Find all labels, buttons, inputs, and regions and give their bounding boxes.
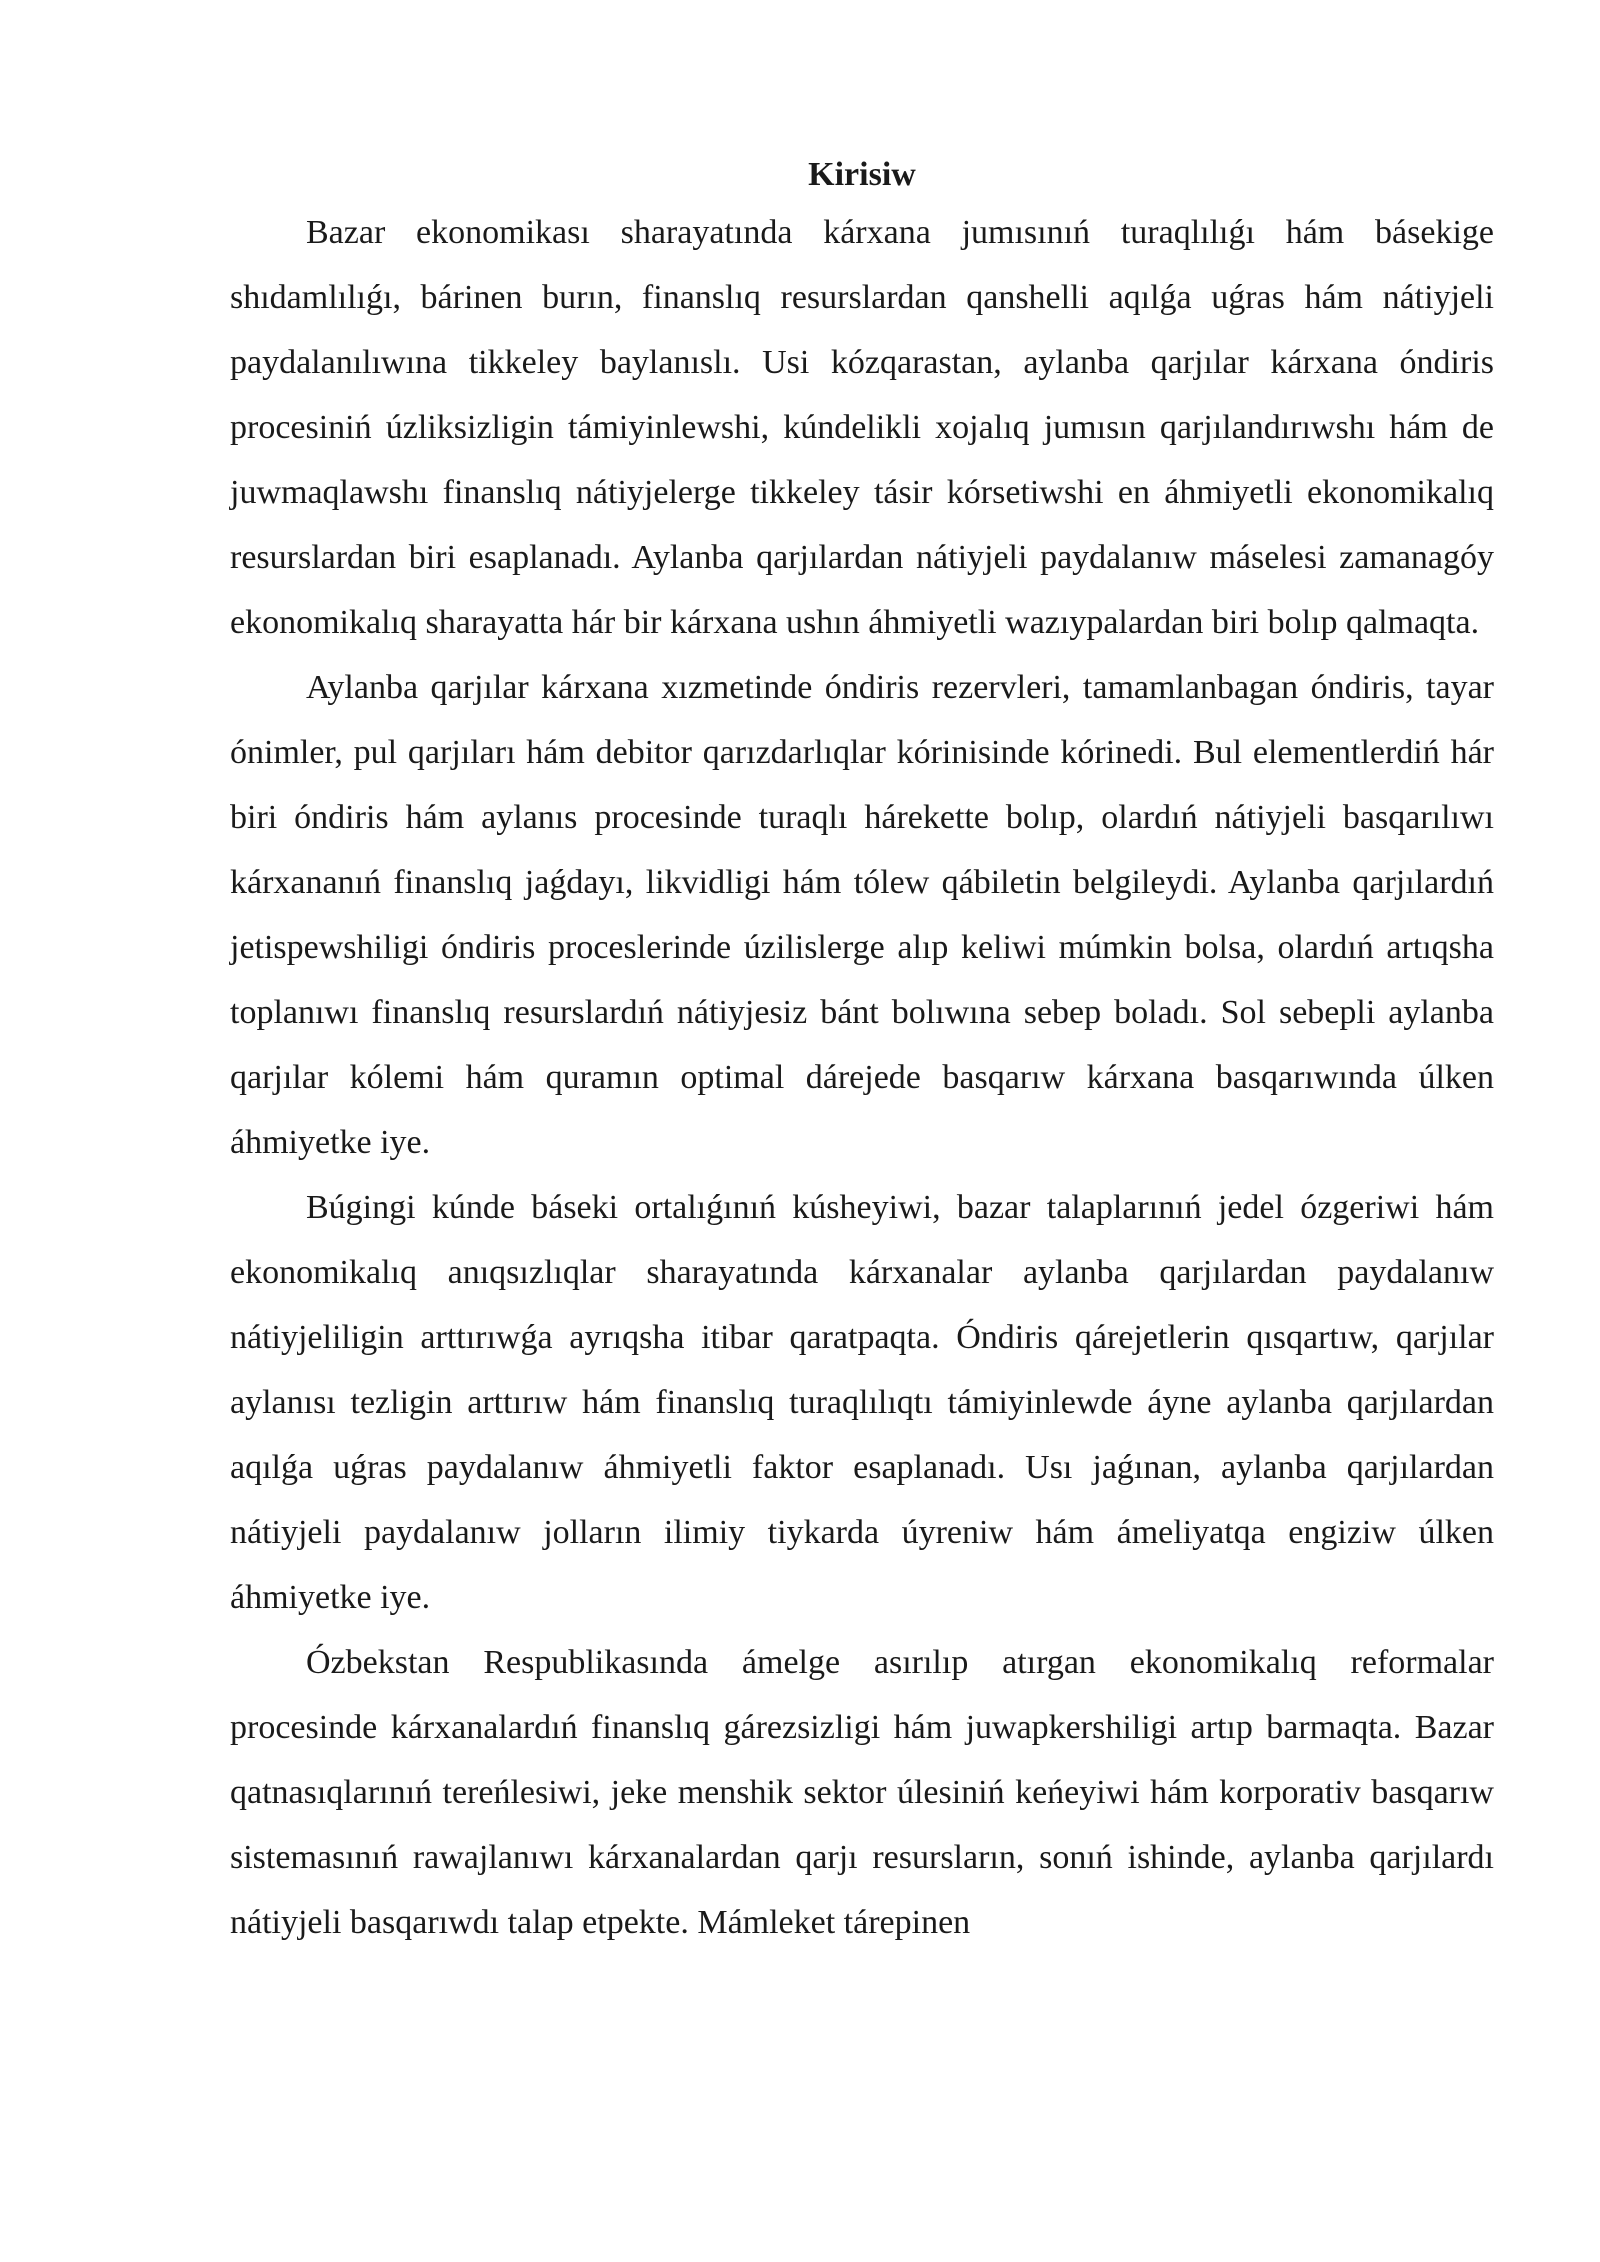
paragraph-2: Aylanba qarjılar kárxana xızmetinde óndiris rezervleri, tamamlanbagan óndiris, tayar ónimler, pul qarjıları hám debitor qarızdarlıqlar kórinisinde kórinedi. Bul elementlerdiń hár biri óndiris hám aylanıs procesinde turaqlı hárekette bolıp, olardıń nátiyjeli basqarılıwı kárxananıń finanslıq jaǵdayı, likvidligi hám tólew qábiletin belgileydi. Aylanba qarjılardıń jetispewshiligi óndiris proceslerinde úzilislerge alıp keliwi múmkin bolsa, olardıń artıqsha toplanıwı finanslıq resurslardıń nátiyjesiz bánt bolıwına sebep boladı. Sol sebepli aylanba qarjılar kólemi hám quramın optimal dárejede basqarıw kárxana basqarıwında úlken áhmiyetke iye.	[230, 669, 1494, 1161]
paragraph-4: Ózbekstan Respublikasında ámelge asırılıp atırgan ekonomikalıq reformalar procesinde kárxanalardıń finanslıq gárezsizligi hám juwapkershiligi artıp barmaqta. Bazar qatnasıqlarınıń tereńlesiwi, jeke menshik sektor úlesiniń keńeyiwi hám korporativ basqarıw sistemasınıń rawajlanıwı kárxanalardan qarjı resursların, sonıń ishinde, aylanba qarjılardı nátiyjeli basqarıwdı talap etpekte. Mámleket tárepinen	[230, 1644, 1494, 1941]
document-page	[230, 150, 1494, 1955]
document-title: Kirisiw	[808, 156, 916, 193]
paragraph-1: Bazar ekonomikası sharayatında kárxana jumısınıń turaqlılıǵı hám básekige shıdamlılıǵı, bárinen burın, finanslıq resurslardan qanshelli aqılǵa uǵras hám nátiyjeli paydalanılıwına tikkeley baylanıslı. Usi kózqarastan, aylanba qarjılar kárxana óndiris procesiniń úzliksizligin támiyinlewshi, kúndelikli xojalıq jumısın qarjılandırıwshı hám de juwmaqlawshı finanslıq nátiyjelerge tikkeley tásir kórsetiwshi en áhmiyetli ekonomikalıq resurslardan biri esaplanadı. Aylanba qarjılardan nátiyjeli paydalanıw máselesi zamanagóy ekonomikalıq sharayatta hár bir kárxana ushın áhmiyetli wazıypalardan biri bolıp qalmaqta.	[230, 214, 1494, 641]
paragraph-3: Búgingi kúnde báseki ortalıǵınıń kúsheyiwi, bazar talaplarınıń jedel ózgeriwi hám ekonomikalıq anıqsızlıqlar sharayatında kárxanalar aylanba qarjılardan paydalanıw nátiyjeliligin arttırıwǵa ayrıqsha itibar qaratpaqta. Óndiris qárejetlerin qısqartıw, qarjılar aylanısı tezligin arttırıw hám finanslıq turaqlılıqtı támiyinlewde áyne aylanba qarjılardan aqılǵa uǵras paydalanıw áhmiyetli faktor esaplanadı. Usı jaǵınan, aylanba qarjılardan nátiyjeli paydalanıw jolların ilimiy tiykarda úyreniw hám ámeliyatqa engiziw úlken áhmiyetke iye.	[230, 1189, 1494, 1616]
